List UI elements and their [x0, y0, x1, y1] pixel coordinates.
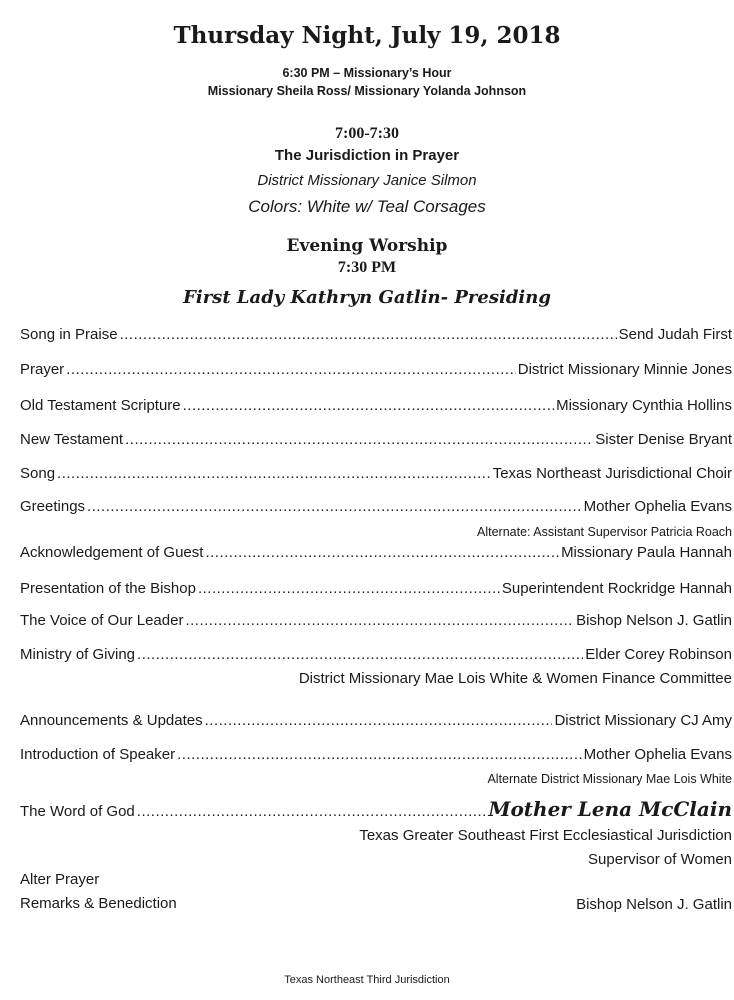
program-person: Mother Ophelia Evans: [583, 746, 732, 763]
program-person: Bishop Nelson J. Gatlin: [576, 612, 732, 629]
program-row: [20, 544, 732, 561]
program-item: Greetings: [20, 498, 86, 515]
program-item: Prayer: [20, 361, 65, 378]
dot-leader: [57, 465, 491, 482]
dot-leader: [137, 803, 487, 820]
program-person: Texas Northeast Jurisdictional Choir: [492, 465, 732, 482]
program-note: District Missionary Mae Lois White & Women Finance Committee: [298, 670, 732, 687]
program-item: Introduction of Speaker: [20, 746, 176, 763]
program-person: Missionary Cynthia Hollins: [556, 397, 732, 414]
program-row: [20, 746, 732, 763]
dot-leader: [183, 397, 554, 414]
program-item: Announcements & Updates: [20, 712, 203, 729]
presiding-line: First Lady Kathryn Gatlin- Presiding: [183, 287, 551, 308]
program-item: Song: [20, 465, 56, 482]
program-item: Presentation of the Bishop: [20, 580, 196, 597]
missionary-hour: 6:30 PM – Missionary’s Hour: [282, 66, 452, 80]
dot-leader: [66, 361, 516, 378]
program-row: [20, 326, 732, 343]
program-person: Send Judah First: [618, 326, 732, 343]
dot-leader: [185, 612, 574, 629]
footer-text: Texas Northeast Third Jurisdiction: [284, 974, 450, 986]
prayer-leader: District Missionary Janice Silmon: [257, 172, 477, 189]
worship-time: 7:30 PM: [337, 259, 397, 276]
prayer-time: 7:00-7:30: [335, 125, 399, 142]
dot-leader: [177, 746, 581, 763]
dot-leader: [205, 712, 553, 729]
program-row: [20, 797, 732, 821]
program-person: Superintendent Rockridge Hannah: [501, 580, 732, 597]
colors-note: Colors: White w/ Teal Corsages: [248, 197, 486, 216]
prayer-title: The Jurisdiction in Prayer: [274, 147, 460, 164]
program-item: Old Testament Scripture: [20, 397, 181, 414]
speaker-signature: Mother Lena McClain: [488, 797, 732, 821]
program-note: Alternate District Missionary Mae Lois White: [487, 772, 732, 786]
program-person: Mother Ophelia Evans: [583, 498, 732, 515]
program-row: [20, 361, 732, 378]
program-item: New Testament: [20, 431, 124, 448]
program-row: [20, 580, 732, 597]
program-row: [20, 612, 732, 629]
program-item: Acknowledgement of Guest: [20, 544, 204, 561]
program-row: [20, 465, 732, 482]
program-note: Supervisor of Women: [588, 851, 732, 868]
program-note: Alternate: Assistant Supervisor Patricia Roach: [477, 525, 732, 539]
missionary-hour-hosts: Missionary Sheila Ross/ Missionary Yolanda Johnson: [207, 84, 527, 98]
dot-leader: [87, 498, 582, 515]
program-item: Remarks & Benediction: [20, 895, 177, 912]
program-row: [20, 498, 732, 515]
worship-title: Evening Worship: [286, 236, 448, 256]
dot-leader: [120, 326, 617, 343]
program-person: Missionary Paula Hannah: [561, 544, 732, 561]
program-row: [20, 397, 732, 414]
dot-leader: [125, 431, 593, 448]
program-person: Elder Corey Robinson: [585, 646, 732, 663]
dot-leader: [205, 544, 559, 561]
program-item: Song in Praise: [20, 326, 118, 343]
program-item: The Voice of Our Leader: [20, 612, 184, 629]
program-row: [20, 646, 732, 663]
program-item: The Word of God: [20, 803, 135, 820]
program-row: [20, 431, 732, 448]
program-person: District Missionary Minnie Jones: [517, 361, 732, 378]
page-title: Thursday Night, July 19, 2018: [173, 22, 561, 49]
program-person: Sister Denise Bryant: [595, 431, 732, 448]
dot-leader: [198, 580, 500, 597]
program-row: [20, 712, 732, 729]
dot-leader: [137, 646, 583, 663]
program-note: Texas Greater Southeast First Ecclesiastical Jurisdiction: [359, 827, 732, 844]
program-item: Alter Prayer: [20, 871, 100, 888]
program-person: Bishop Nelson J. Gatlin: [576, 896, 732, 913]
program-person: District Missionary CJ Amy: [554, 712, 732, 729]
program-item: Ministry of Giving: [20, 646, 136, 663]
